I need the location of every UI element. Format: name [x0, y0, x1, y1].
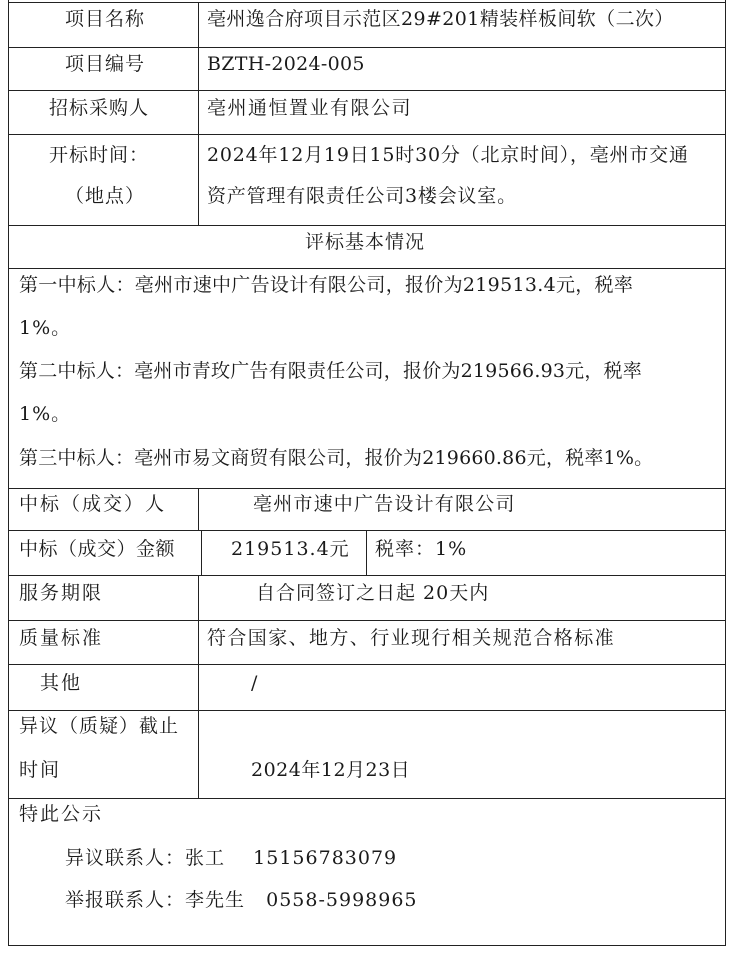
notice-title: 特此公示 — [19, 803, 104, 825]
row-divider — [9, 798, 725, 799]
column-divider — [198, 488, 199, 530]
opening-value-line2: 资产管理有限责任公司3楼会议室。 — [207, 185, 517, 207]
project-code-label: 项目编号 — [65, 53, 146, 75]
row-divider — [9, 2, 725, 3]
third-candidate-line: 第三中标人：亳州市易文商贸有限公司，报价为219660.86元，税率1%。 — [19, 447, 654, 469]
project-name-value: 亳州逸合府项目示范区29#201精装样板间软（二次） — [207, 8, 674, 30]
other-label: 其他 — [40, 672, 83, 694]
first-candidate-line1: 第一中标人：亳州市速中广告设计有限公司，报价为219513.4元，税率 — [19, 274, 634, 296]
quality-label: 质量标准 — [19, 627, 104, 649]
row-divider — [9, 47, 725, 48]
objection-deadline-value: 2024年12月23日 — [251, 759, 411, 781]
tax-rate: 税率：1% — [375, 538, 468, 560]
quality-value: 符合国家、地方、行业现行相关规范合格标准 — [207, 627, 616, 649]
opening-value-line1: 2024年12月19日15时30分（北京时间），亳州市交通 — [207, 144, 689, 166]
row-divider — [9, 134, 725, 135]
amount-value: 219513.4元 — [231, 538, 350, 560]
row-divider — [9, 664, 725, 665]
second-candidate-line1: 第二中标人：亳州市青玫广告有限责任公司，报价为219566.93元，税率 — [19, 360, 642, 382]
objection-contact: 异议联系人：张工 15156783079 — [65, 847, 398, 869]
service-period-label: 服务期限 — [19, 582, 104, 604]
row-divider — [9, 620, 725, 621]
second-candidate-line2: 1%。 — [19, 403, 72, 425]
column-divider — [198, 575, 199, 798]
row-divider — [9, 488, 725, 489]
row-divider — [9, 530, 725, 531]
service-period-value: 自合同签订之日起 20天内 — [256, 582, 490, 604]
other-value: / — [251, 672, 259, 694]
opening-time-label: 开标时间： — [49, 144, 150, 166]
column-divider — [201, 530, 202, 575]
row-divider — [9, 710, 725, 711]
project-name-label: 项目名称 — [65, 8, 146, 30]
column-divider — [198, 2, 199, 225]
row-divider — [9, 575, 725, 576]
row-divider — [9, 268, 725, 269]
purchaser-value: 亳州通恒置业有限公司 — [207, 97, 413, 119]
project-code-value: BZTH-2024-005 — [207, 53, 365, 75]
amount-label: 中标（成交）金额 — [19, 538, 176, 560]
row-divider — [9, 225, 725, 226]
opening-place-label: （地点） — [65, 185, 146, 207]
purchaser-label: 招标采购人 — [49, 97, 150, 119]
first-candidate-line2: 1%。 — [19, 317, 72, 339]
winner-value: 亳州市速中广告设计有限公司 — [253, 493, 516, 515]
objection-deadline-label-line2: 时间 — [19, 759, 62, 781]
evaluation-heading: 评标基本情况 — [305, 231, 426, 253]
objection-deadline-label-line1: 异议（质疑）截止 — [19, 715, 180, 737]
row-divider — [9, 90, 725, 91]
column-divider — [366, 530, 367, 575]
tender-result-table — [8, 0, 726, 946]
report-contact: 举报联系人：李先生 0558-5998965 — [65, 889, 418, 911]
winner-label: 中标（成交）人 — [19, 493, 167, 515]
